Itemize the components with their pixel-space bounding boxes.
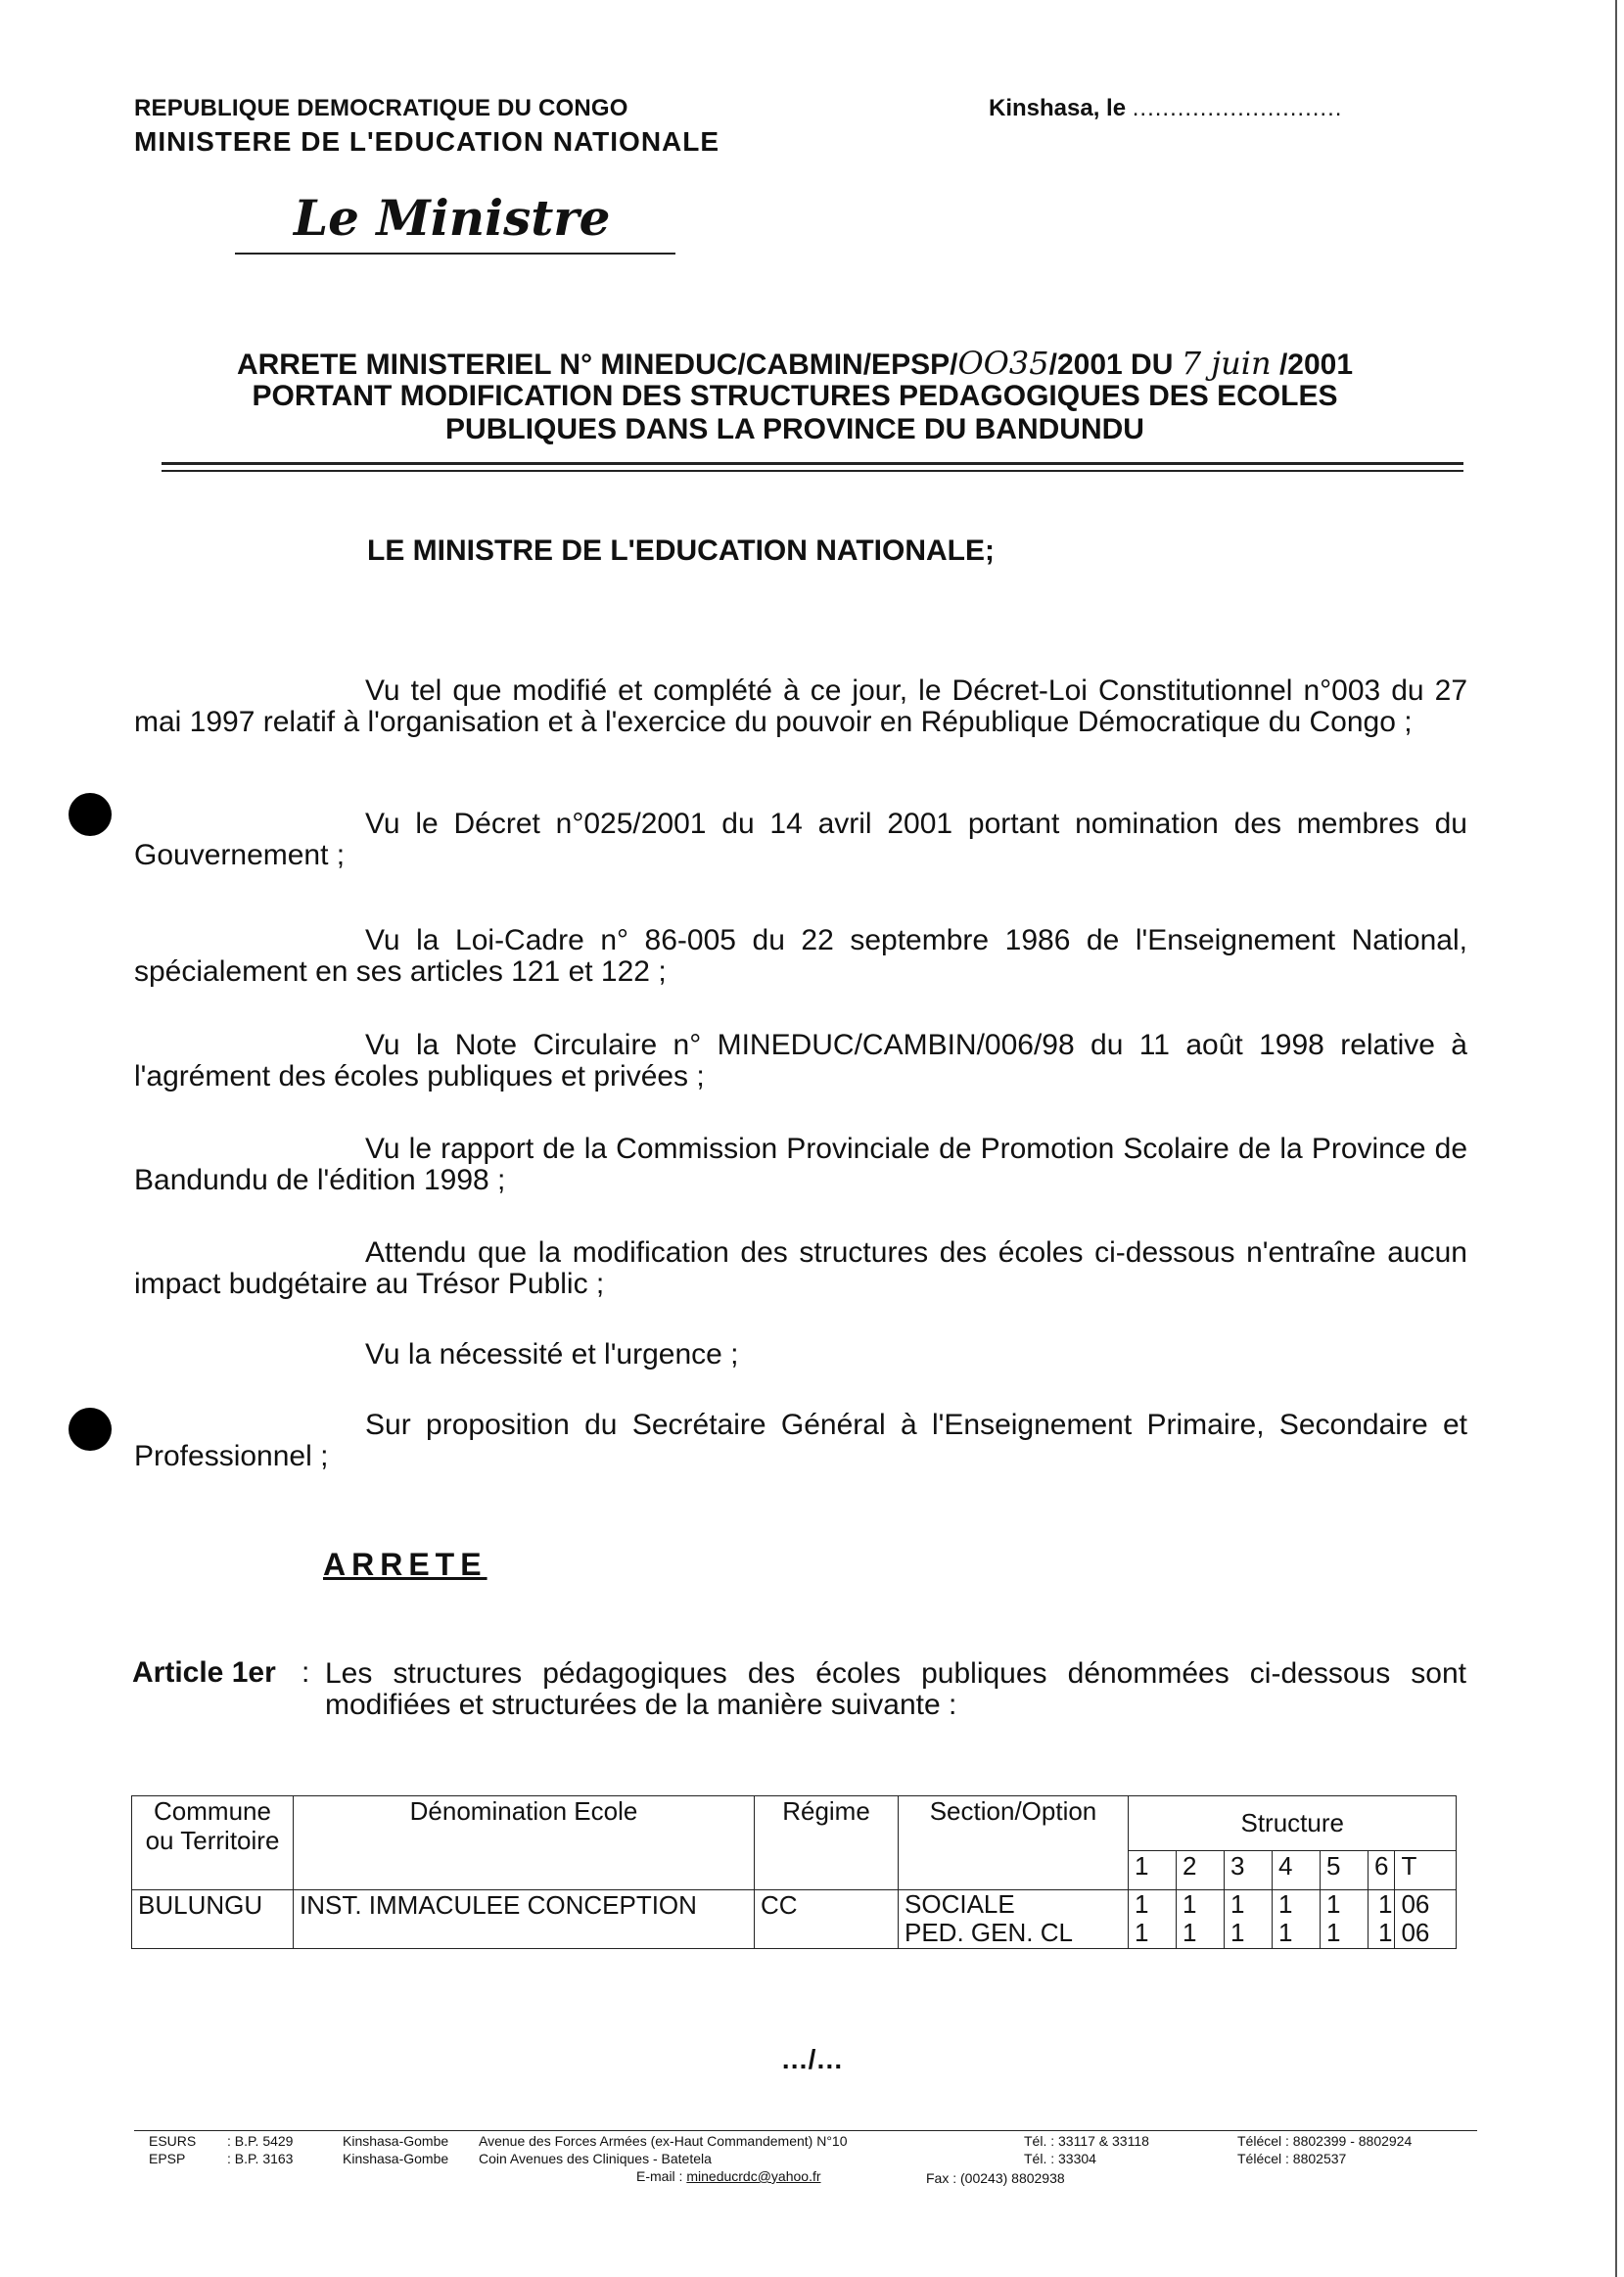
header-section: Section/Option bbox=[899, 1796, 1129, 1890]
footer-esurs-bp: : B.P. 5429 bbox=[227, 2133, 294, 2149]
article-label: Article 1er bbox=[132, 1656, 276, 1689]
footer-esurs-telecel: Télécel : 8802399 - 8802924 bbox=[1237, 2133, 1413, 2149]
footer-fax: Fax : (00243) 8802938 bbox=[926, 2170, 1065, 2186]
page-continuation: …/… bbox=[780, 2044, 844, 2074]
handwritten-date: 7 juin bbox=[1181, 345, 1272, 382]
consideration-6 bbox=[134, 1237, 1467, 1300]
header-year-5: 5 bbox=[1321, 1851, 1369, 1890]
structure-table bbox=[131, 1795, 1457, 1949]
footer-epsp-telecel: Télécel : 8802537 bbox=[1237, 2151, 1347, 2166]
value: 1 bbox=[1183, 1918, 1197, 1947]
consideration-7 bbox=[134, 1339, 1467, 1371]
cell-ecole: INST. IMMACULEE CONCEPTION bbox=[294, 1890, 755, 1949]
value: 1 bbox=[1278, 1889, 1293, 1919]
place-date-label: Kinshasa, le bbox=[989, 95, 1127, 121]
email-label: E-mail : bbox=[636, 2168, 683, 2184]
value: 1 bbox=[1378, 1918, 1393, 1947]
scan-edge bbox=[1615, 0, 1617, 2277]
cell-regime: CC bbox=[755, 1890, 899, 1949]
cell-year-5 bbox=[1321, 1890, 1369, 1949]
header-year-6: 6 bbox=[1369, 1851, 1395, 1890]
cell-total bbox=[1395, 1890, 1457, 1949]
consideration-text: Vu le Décret n°025/2001 du 14 avril 2001 portant nomination des membres du Gouvernement ; bbox=[134, 808, 1467, 871]
decree-year-du: /2001 DU bbox=[1048, 349, 1174, 381]
section-name: PED. GEN. CL bbox=[905, 1918, 1073, 1947]
header-year-4: 4 bbox=[1273, 1851, 1321, 1890]
minister-signature-title: Le Ministre bbox=[294, 189, 611, 247]
footer-epsp-tel: Tél. : 33304 bbox=[1024, 2151, 1096, 2166]
footer-esurs-label: ESURS bbox=[149, 2133, 197, 2149]
value: 06 bbox=[1401, 1889, 1430, 1919]
punch-hole-top bbox=[69, 793, 112, 836]
decree-title-line3: PUBLIQUES DANS LA PROVINCE DU BANDUNDU bbox=[445, 413, 1144, 445]
value: 1 bbox=[1230, 1889, 1245, 1919]
consideration-4 bbox=[134, 1030, 1467, 1092]
value: 1 bbox=[1183, 1889, 1197, 1919]
footer-epsp-address: Coin Avenues des Cliniques - Batetela bbox=[479, 2151, 712, 2166]
footer-epsp-bp: : B.P. 3163 bbox=[227, 2151, 294, 2166]
header-year-1: 1 bbox=[1129, 1851, 1177, 1890]
cell-year-2 bbox=[1177, 1890, 1225, 1949]
consideration-2 bbox=[134, 809, 1467, 871]
value: 1 bbox=[1135, 1889, 1149, 1919]
section-name: SOCIALE bbox=[905, 1889, 1015, 1919]
header-regime: Régime bbox=[755, 1796, 899, 1890]
consideration-8 bbox=[134, 1410, 1467, 1472]
decree-title-line1 bbox=[134, 347, 1456, 382]
footer-esurs-tel: Tél. : 33117 & 33118 bbox=[1024, 2133, 1149, 2149]
title-rule-top bbox=[162, 462, 1463, 465]
ministry-name: MINISTERE DE L'EDUCATION NATIONALE bbox=[134, 126, 720, 157]
decree-number-prefix: ARRETE MINISTERIEL N° MINEDUC/CABMIN/EPSP/ bbox=[236, 349, 958, 381]
consideration-text: Vu la Note Circulaire n° MINEDUC/CAMBIN/006/98 du 11 août 1998 relative à l'agrément des écoles publiques et privées ; bbox=[134, 1029, 1467, 1092]
letterhead bbox=[134, 95, 719, 158]
value: 06 bbox=[1401, 1918, 1430, 1947]
footer-epsp-city: Kinshasa-Gombe bbox=[343, 2151, 449, 2166]
date-blank: ............................ bbox=[1132, 95, 1343, 121]
cell-year-1 bbox=[1129, 1890, 1177, 1949]
footer-rule bbox=[134, 2130, 1477, 2131]
footer-esurs-city: Kinshasa-Gombe bbox=[343, 2133, 449, 2149]
value: 1 bbox=[1230, 1918, 1245, 1947]
issuer-heading: LE MINISTRE DE L'EDUCATION NATIONALE; bbox=[367, 534, 996, 567]
place-date bbox=[989, 95, 1342, 122]
consideration-text: Attendu que la modification des structures des écoles ci-dessous n'entraîne aucun impact budgétaire au Trésor Public ; bbox=[134, 1236, 1467, 1300]
cell-commune: BULUNGU bbox=[132, 1890, 294, 1949]
signature-underline bbox=[235, 253, 675, 255]
header-commune: Commune ou Territoire bbox=[132, 1796, 294, 1890]
consideration-5 bbox=[134, 1134, 1467, 1196]
header-year-2: 2 bbox=[1177, 1851, 1225, 1890]
consideration-text: Sur proposition du Secrétaire Général à l'Enseignement Primaire, Secondaire et Professionnel ; bbox=[134, 1409, 1467, 1472]
consideration-text: Vu le rapport de la Commission Provinciale de Promotion Scolaire de la Province de Bandundu de l'édition 1998 ; bbox=[134, 1133, 1467, 1196]
handwritten-number: OO35 bbox=[957, 345, 1049, 382]
footer-esurs-address: Avenue des Forces Armées (ex-Haut Commandement) N°10 bbox=[479, 2133, 848, 2149]
value: 1 bbox=[1326, 1918, 1341, 1947]
consideration-text: Vu tel que modifié et complété à ce jour, le Décret-Loi Constitutionnel n°003 du 27 mai 1997 relatif à l'organisation et à l'exercice du pouvoir en République Démocratique du Congo ; bbox=[134, 674, 1467, 738]
value: 1 bbox=[1378, 1889, 1393, 1919]
value: 1 bbox=[1326, 1889, 1341, 1919]
value: 1 bbox=[1278, 1918, 1293, 1947]
arrete-heading: ARRETE bbox=[323, 1547, 487, 1582]
consideration-1 bbox=[134, 675, 1467, 738]
republic-name: REPUBLIQUE DEMOCRATIQUE DU CONGO bbox=[134, 95, 628, 121]
title-rule-bottom bbox=[162, 470, 1463, 472]
email-link[interactable]: mineducrdc@yahoo.fr bbox=[686, 2168, 821, 2184]
footer-email bbox=[636, 2168, 821, 2185]
cell-year-6 bbox=[1369, 1890, 1395, 1949]
consideration-text: Vu la nécessité et l'urgence ; bbox=[365, 1338, 739, 1371]
cell-year-3 bbox=[1225, 1890, 1273, 1949]
punch-hole-bottom bbox=[69, 1408, 112, 1451]
value: 1 bbox=[1135, 1918, 1149, 1947]
table-row bbox=[132, 1890, 1457, 1949]
cell-sections bbox=[899, 1890, 1129, 1949]
header-total: T bbox=[1395, 1851, 1457, 1890]
decree-year-suffix: /2001 bbox=[1278, 349, 1354, 381]
footer-epsp-label: EPSP bbox=[149, 2151, 186, 2166]
header-ecole: Dénomination Ecole bbox=[294, 1796, 755, 1890]
decree-title-line2: PORTANT MODIFICATION DES STRUCTURES PEDAGOGIQUES DES ECOLES bbox=[252, 380, 1338, 412]
cell-year-4 bbox=[1273, 1890, 1321, 1949]
article-colon: : bbox=[302, 1656, 310, 1689]
header-structure: Structure bbox=[1129, 1796, 1457, 1851]
consideration-3 bbox=[134, 925, 1467, 988]
consideration-text: Vu la Loi-Cadre n° 86-005 du 22 septembre 1986 de l'Enseignement National, spécialement en ses articles 121 et 122 ; bbox=[134, 924, 1467, 988]
header-year-3: 3 bbox=[1225, 1851, 1273, 1890]
article-text: Les structures pédagogiques des écoles publiques dénommées ci-dessous sont modifiées et structurées de la manière suivante : bbox=[325, 1657, 1466, 1721]
